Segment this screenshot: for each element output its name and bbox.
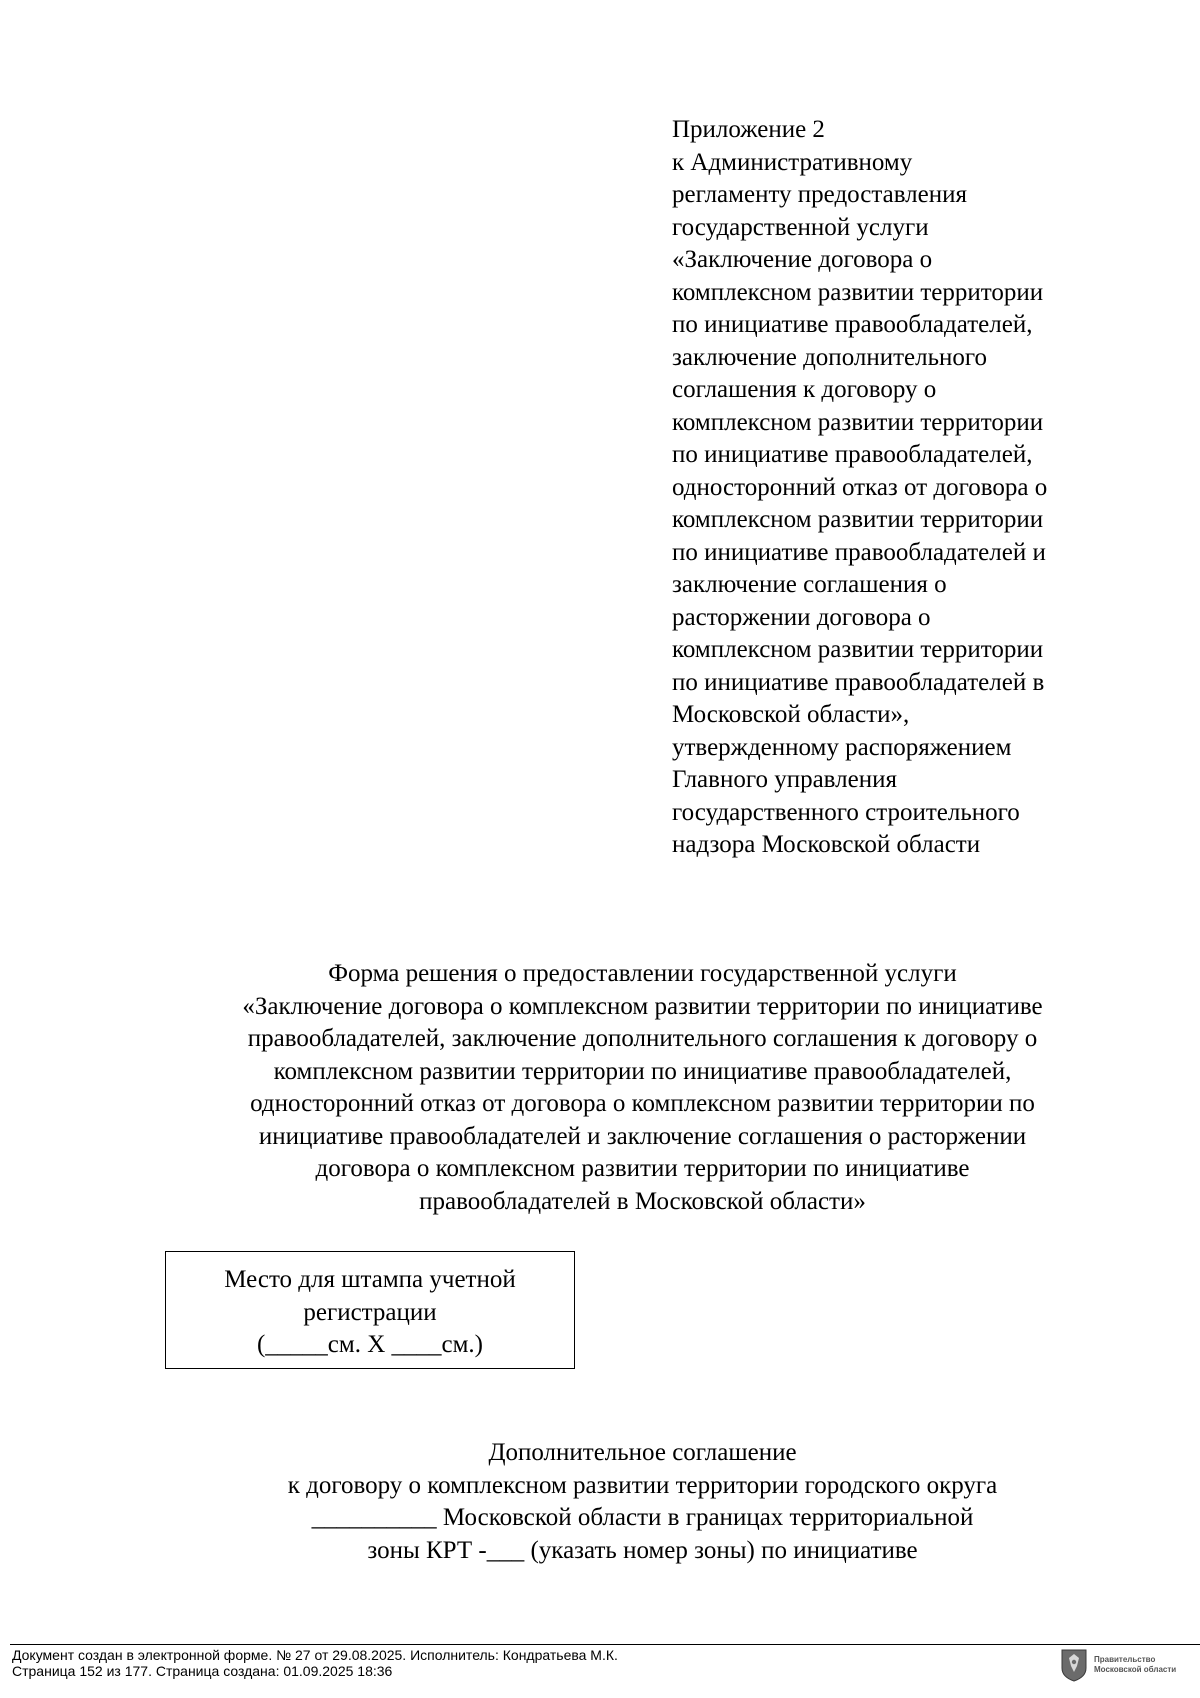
form-title-line: комплексном развитии территории по инициативе правообладателей,	[273, 1057, 1012, 1085]
appendix-line: государственной услуги	[672, 213, 929, 241]
appendix-line: надзора Московской области	[672, 831, 981, 858]
appendix-line: по инициативе правообладателей и	[672, 538, 1046, 566]
agreement-heading	[140, 1437, 1145, 1567]
form-title-line: правообладателей в Московской области»	[419, 1187, 866, 1215]
appendix-line: комплексном развитии территории	[672, 506, 1044, 533]
appendix-line: государственного строительного	[672, 798, 1020, 826]
stamp-box-line: Место для штампа учетной	[224, 1266, 516, 1293]
form-title-line: Форма решения о предоставлении государственной услуги	[328, 960, 957, 987]
agreement-line: Дополнительное соглашение	[488, 1439, 797, 1466]
appendix-line: по инициативе правообладателей в	[672, 668, 1045, 696]
stamp-box-line: регистрации	[303, 1298, 437, 1326]
appendix-line: Главного управления	[672, 766, 897, 793]
appendix-line: Приложение 2	[672, 116, 825, 143]
appendix-line: по инициативе правообладателей,	[672, 441, 1033, 468]
form-title-line: «Заключение договора о комплексном развитии территории по инициативе	[242, 992, 1043, 1020]
appendix-line: утвержденному распоряжением	[672, 733, 1012, 761]
appendix-line: соглашения к договору о	[672, 376, 937, 403]
appendix-line: регламенту предоставления	[672, 181, 968, 208]
appendix-line: «Заключение договора о	[672, 246, 933, 273]
appendix-line: односторонний отказ от договора о	[672, 473, 1048, 501]
form-title-line: договора о комплексном развитии территории по инициативе	[315, 1155, 970, 1182]
logo-text	[1094, 1655, 1176, 1675]
appendix-line: комплексном развитии территории	[672, 278, 1044, 306]
appendix-header	[672, 114, 1172, 862]
agreement-line: к договору о комплексном развитии территории городского округа	[287, 1471, 998, 1499]
form-title-line: инициативе правообладателей и заключение соглашения о расторжении	[258, 1122, 1027, 1150]
form-title	[140, 958, 1145, 1218]
logo-text-line: Московской области	[1094, 1665, 1177, 1674]
appendix-line: заключение дополнительного	[672, 343, 988, 371]
appendix-line: комплексном развитии территории	[672, 408, 1044, 436]
agreement-line: зоны КРТ -___ (указать номер зоны) по инициативе	[367, 1536, 918, 1564]
appendix-line: заключение соглашения о	[672, 571, 947, 598]
appendix-line: комплексном развитии территории	[672, 636, 1044, 663]
appendix-line: Московской области»,	[672, 701, 910, 728]
agreement-line: __________ Московской области в границах территориальной	[311, 1504, 974, 1531]
document-footer	[12, 1647, 618, 1679]
footer-divider	[10, 1644, 1200, 1645]
registration-stamp-box	[165, 1251, 575, 1369]
government-logo	[1060, 1648, 1176, 1682]
stamp-box-line: (_____см. Х ____см.)	[256, 1331, 484, 1358]
footer-page-info: Страница 152 из 177. Страница создана: 01.09.2025 18:36	[12, 1663, 393, 1679]
form-title-line: правообладателей, заключение дополнительного соглашения к договору о	[247, 1025, 1038, 1052]
logo-text-line: Правительство	[1094, 1655, 1156, 1664]
form-title-line: односторонний отказ от договора о комплексном развитии территории по	[250, 1090, 1035, 1117]
appendix-line: к Административному	[672, 148, 913, 176]
coat-of-arms-icon	[1060, 1648, 1088, 1682]
footer-document-info: Документ создан в электронной форме. № 27 от 29.08.2025. Исполнитель: Кондратьева М.К.	[12, 1647, 618, 1663]
appendix-line: по инициативе правообладателей,	[672, 311, 1033, 338]
appendix-line: расторжении договора о	[672, 603, 931, 631]
